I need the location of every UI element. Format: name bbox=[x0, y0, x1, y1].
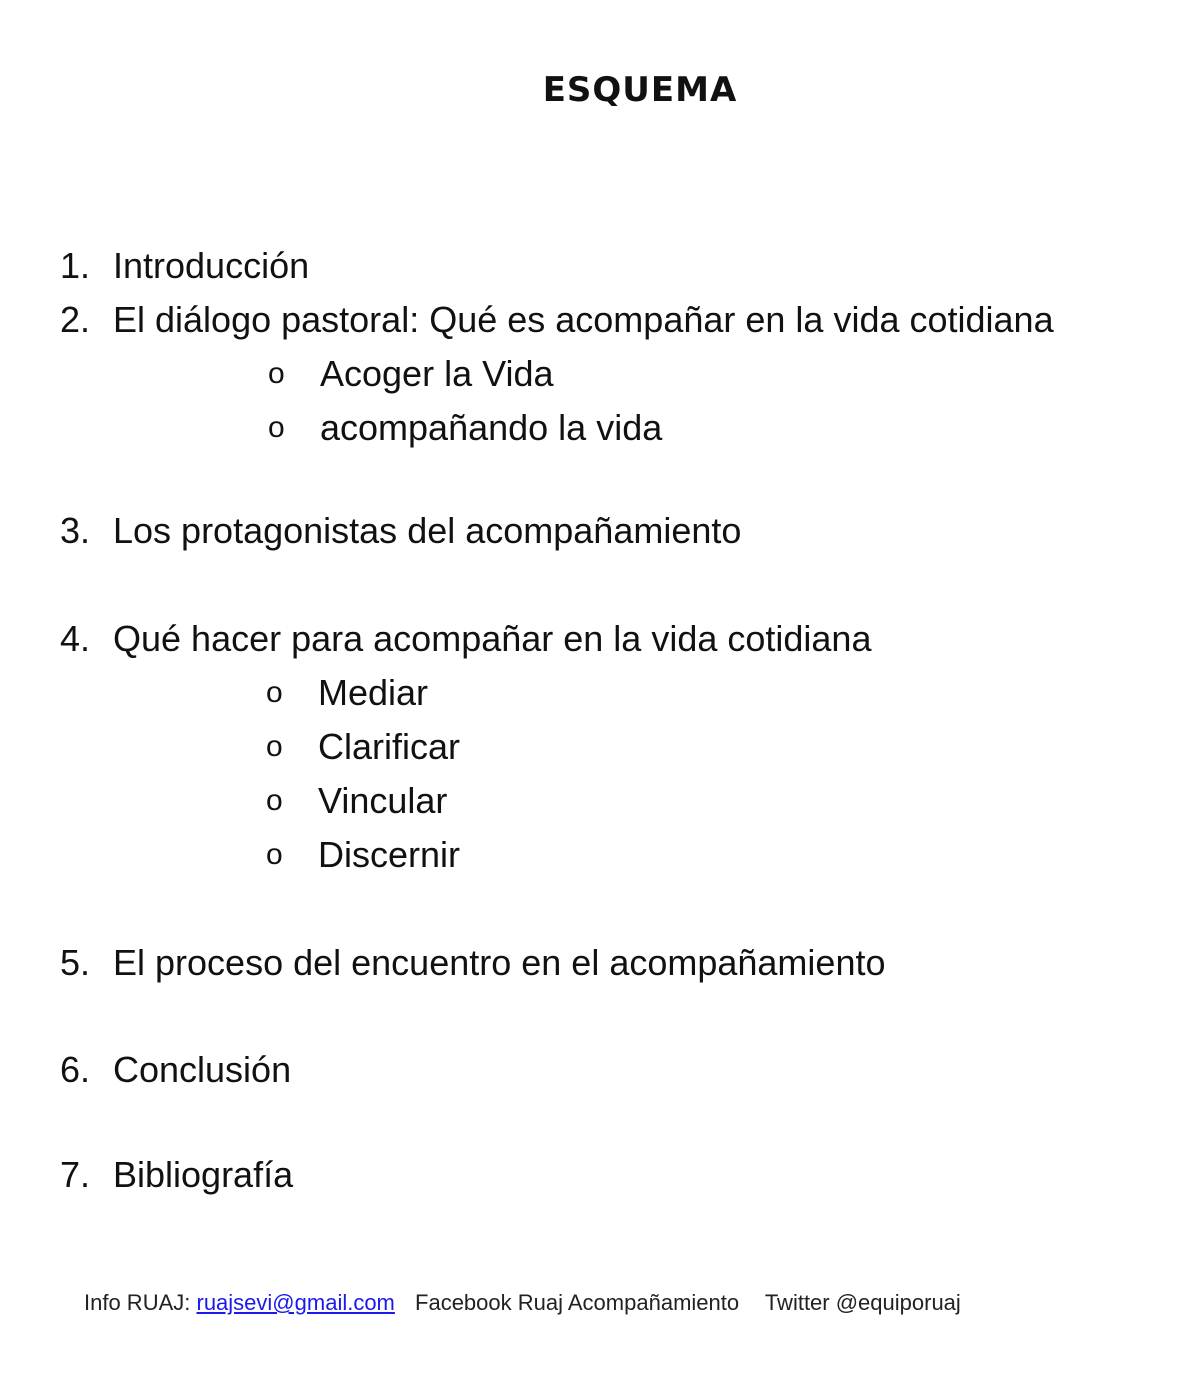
outline-subitem-text: Acoger la Vida bbox=[320, 353, 554, 394]
outline-number: 7. bbox=[60, 1154, 91, 1195]
outline-number: 6. bbox=[60, 1049, 91, 1090]
outline-subitem-text: Clarificar bbox=[318, 726, 461, 767]
hollow-bullet-icon: o bbox=[266, 784, 283, 817]
hollow-bullet-icon: o bbox=[266, 676, 283, 709]
hollow-bullet-icon: o bbox=[268, 411, 285, 444]
page-title: ESQUEMA bbox=[542, 70, 738, 110]
outline-subitem-text: Discernir bbox=[318, 834, 461, 875]
outline-number: 4. bbox=[60, 618, 91, 659]
outline-number: 2. bbox=[60, 299, 91, 340]
hollow-bullet-icon: o bbox=[268, 357, 285, 390]
outline-subitem-text: Vincular bbox=[318, 780, 448, 821]
outline-number: 3. bbox=[60, 510, 91, 551]
outline-text: Qué hacer para acompañar en la vida cotidiana bbox=[113, 618, 872, 659]
outline-text: Bibliografía bbox=[113, 1154, 294, 1195]
footer-twitter: Twitter @equiporuaj bbox=[764, 1290, 961, 1315]
footer-facebook: Facebook Ruaj Acompañamiento bbox=[415, 1290, 740, 1315]
outline-subitem-text: Mediar bbox=[318, 672, 429, 713]
outline-text: Conclusión bbox=[113, 1049, 292, 1090]
outline-subitem-text: acompañando la vida bbox=[320, 407, 663, 448]
outline-text: El proceso del encuentro en el acompañamiento bbox=[113, 942, 886, 983]
hollow-bullet-icon: o bbox=[266, 730, 283, 763]
footer-info-label: Info RUAJ: bbox=[84, 1290, 191, 1315]
outline-text: Introducción bbox=[113, 245, 310, 286]
outline-text: El diálogo pastoral: Qué es acompañar en la vida cotidiana bbox=[113, 299, 1054, 340]
footer bbox=[84, 1290, 961, 1316]
email-link[interactable]: ruajsevi@gmail.com bbox=[196, 1290, 395, 1315]
outline-number: 5. bbox=[60, 942, 91, 983]
hollow-bullet-icon: o bbox=[266, 838, 283, 871]
outline-text: Los protagonistas del acompañamiento bbox=[113, 510, 742, 551]
outline-number: 1. bbox=[60, 245, 91, 286]
